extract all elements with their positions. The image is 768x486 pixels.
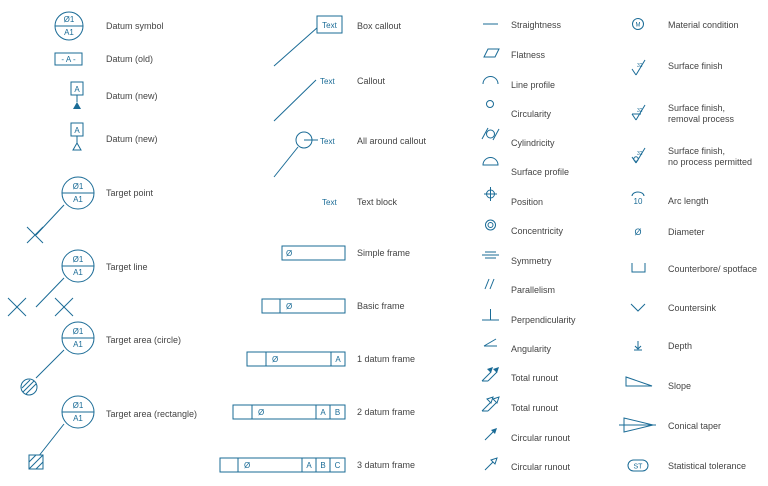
label-target-line: Target line xyxy=(106,262,148,272)
circularity-icon[interactable] xyxy=(487,101,494,108)
label-position: Position xyxy=(511,197,544,207)
label-diameter: Diameter xyxy=(668,227,705,237)
label-slope: Slope xyxy=(668,381,692,391)
label-concentricity: Concentricity xyxy=(511,226,564,236)
label-surface-profile: Surface profile xyxy=(511,167,570,177)
surface-profile-icon[interactable] xyxy=(483,158,498,165)
diameter-symbol: Ø xyxy=(634,227,642,237)
target-area-rect-top-text: Ø1 xyxy=(72,401,84,410)
target-point-bottom-text: A1 xyxy=(73,195,83,204)
label-datum-new-2: Datum (new) xyxy=(106,134,158,144)
statistical-tolerance-icon[interactable] xyxy=(628,460,648,471)
label-arc-length: Arc length xyxy=(668,196,709,206)
label-symmetry: Symmetry xyxy=(511,256,552,266)
label-angularity: Angularity xyxy=(511,344,552,354)
circular-runout-filled-icon[interactable] xyxy=(485,428,497,440)
circular-runout-open-icon[interactable] xyxy=(485,458,497,470)
label-countersink: Countersink xyxy=(668,303,717,313)
three-datum-frame-a: A xyxy=(306,461,312,470)
counterbore-icon[interactable] xyxy=(632,263,645,272)
label-3-datum-frame: 3 datum frame xyxy=(357,460,416,470)
cylindricity-icon[interactable] xyxy=(482,128,499,140)
datum-new-filled-letter: A xyxy=(74,85,80,94)
basic-frame-diameter: Ø xyxy=(286,302,293,311)
target-area-circle-top-text: Ø1 xyxy=(72,327,84,336)
datum-symbol-bottom-text: A1 xyxy=(64,28,74,37)
label-line-profile: Line profile xyxy=(511,80,556,90)
label-simple-frame: Simple frame xyxy=(357,248,411,258)
target-area-rectangle-shape[interactable] xyxy=(29,396,94,469)
datum-new-filled-shape[interactable] xyxy=(71,82,83,109)
label-conical-taper: Conical taper xyxy=(668,421,722,431)
three-datum-frame-c: C xyxy=(334,461,341,470)
target-point-top-text: Ø1 xyxy=(72,182,84,191)
line-profile-icon[interactable] xyxy=(483,77,498,84)
datum-old-shape[interactable] xyxy=(55,53,82,65)
label-circularity: Circularity xyxy=(511,109,552,119)
label-material-condition: Material condition xyxy=(668,20,739,30)
label-datum-new-1: Datum (new) xyxy=(106,91,158,101)
basic-frame-shape[interactable] xyxy=(262,299,345,313)
one-datum-frame-diameter: Ø xyxy=(272,355,279,364)
simple-frame-shape[interactable] xyxy=(282,246,345,260)
label-statistical-tolerance: Statistical tolerance xyxy=(668,461,747,471)
label-perpendicularity: Perpendicularity xyxy=(511,315,576,325)
perpendicularity-icon[interactable] xyxy=(482,309,499,320)
label-depth: Depth xyxy=(668,341,693,351)
datum-old-text: - A - xyxy=(61,55,76,64)
target-line-bottom-text: A1 xyxy=(73,268,83,277)
label-total-runout-2: Total runout xyxy=(511,403,559,413)
one-datum-frame-a: A xyxy=(335,355,341,364)
target-point-shape[interactable] xyxy=(27,177,94,243)
datum-new-open-letter: A xyxy=(74,126,80,135)
material-condition-letter: M xyxy=(635,22,641,29)
target-area-circle-bottom-text: A1 xyxy=(73,340,83,349)
one-datum-frame-shape[interactable] xyxy=(247,352,345,366)
depth-icon[interactable] xyxy=(634,341,642,350)
label-target-area-circle: Target area (circle) xyxy=(106,335,182,345)
label-straightness: Straightness xyxy=(511,20,562,30)
parallelism-icon[interactable] xyxy=(485,279,494,289)
total-runout-open-icon[interactable] xyxy=(482,397,499,411)
surface-finish-removal-value: 32 xyxy=(637,108,643,114)
label-1-datum-frame: 1 datum frame xyxy=(357,354,416,364)
two-datum-frame-b: B xyxy=(334,408,341,417)
surface-finish-removal-icon[interactable] xyxy=(632,105,645,120)
label-datum-symbol: Datum symbol xyxy=(106,21,164,31)
text-block-shape[interactable] xyxy=(322,198,337,207)
label-total-runout-1: Total runout xyxy=(511,373,559,383)
concentricity-icon[interactable] xyxy=(486,220,496,230)
label-text-block: Text block xyxy=(357,197,398,207)
arc-length-value: 10 xyxy=(633,197,643,206)
label-2-datum-frame: 2 datum frame xyxy=(357,407,416,417)
surface-finish-icon[interactable] xyxy=(632,60,645,75)
position-icon[interactable] xyxy=(484,187,497,201)
callout-shape[interactable] xyxy=(274,77,335,121)
label-callout: Callout xyxy=(357,76,386,86)
all-around-callout-shape[interactable] xyxy=(274,132,335,177)
all-around-callout-text: Text xyxy=(320,137,335,146)
simple-frame-diameter: Ø xyxy=(286,249,293,258)
target-line-shape[interactable] xyxy=(8,250,94,316)
label-surface-finish: Surface finish xyxy=(668,61,723,71)
three-datum-frame-diameter: Ø xyxy=(244,461,251,470)
diameter-icon[interactable] xyxy=(634,227,641,237)
conical-taper-icon[interactable] xyxy=(619,418,656,432)
countersink-icon[interactable] xyxy=(631,304,645,311)
two-datum-frame-diameter: Ø xyxy=(258,408,265,417)
label-cylindricity: Cylindricity xyxy=(511,138,555,148)
target-line-top-text: Ø1 xyxy=(72,255,84,264)
surface-finish-no-process-value: 32 xyxy=(637,151,643,157)
slope-icon[interactable] xyxy=(626,377,652,386)
surface-finish-no-process-icon[interactable] xyxy=(632,148,645,163)
three-datum-frame-shape[interactable] xyxy=(220,458,345,472)
target-area-circle-shape[interactable] xyxy=(21,322,94,395)
label-counterbore: Counterbore/ spotface xyxy=(668,264,758,274)
datum-new-open-shape[interactable] xyxy=(71,123,83,150)
angularity-icon[interactable] xyxy=(484,339,497,346)
datum-symbol-top-text: Ø1 xyxy=(63,15,75,24)
label-surface-finish-no-process-2: no process permitted xyxy=(668,157,753,167)
target-area-rect-bottom-text: A1 xyxy=(73,414,83,423)
callout-text: Text xyxy=(320,77,335,86)
two-datum-frame-shape[interactable] xyxy=(233,405,345,419)
material-condition-icon[interactable] xyxy=(633,19,644,30)
label-circular-runout-1: Circular runout xyxy=(511,433,571,443)
label-box-callout: Box callout xyxy=(357,21,402,31)
surface-finish-value: 32 xyxy=(637,63,643,69)
label-flatness: Flatness xyxy=(511,50,546,60)
total-runout-filled-icon[interactable] xyxy=(482,367,499,381)
label-basic-frame: Basic frame xyxy=(357,301,405,311)
text-block-text: Text xyxy=(322,198,337,207)
label-all-around-callout: All around callout xyxy=(357,136,427,146)
box-callout-text: Text xyxy=(322,21,337,30)
box-callout-shape[interactable] xyxy=(274,16,342,66)
symmetry-icon[interactable] xyxy=(482,252,499,258)
three-datum-frame-b: B xyxy=(320,461,326,470)
datum-symbol-shape[interactable] xyxy=(55,12,83,40)
label-target-area-rectangle: Target area (rectangle) xyxy=(106,409,198,419)
two-datum-frame-a: A xyxy=(320,408,326,417)
label-surface-finish-no-process-1: Surface finish, xyxy=(668,146,726,156)
label-surface-finish-removal-2: removal process xyxy=(668,114,735,124)
arc-length-icon[interactable] xyxy=(632,192,644,206)
statistical-tolerance-text: ST xyxy=(633,463,643,471)
flatness-icon[interactable] xyxy=(484,49,499,57)
label-parallelism: Parallelism xyxy=(511,285,556,295)
label-target-point: Target point xyxy=(106,188,154,198)
label-circular-runout-2: Circular runout xyxy=(511,462,571,472)
label-surface-finish-removal-1: Surface finish, xyxy=(668,103,726,113)
label-datum-old: Datum (old) xyxy=(106,54,154,64)
